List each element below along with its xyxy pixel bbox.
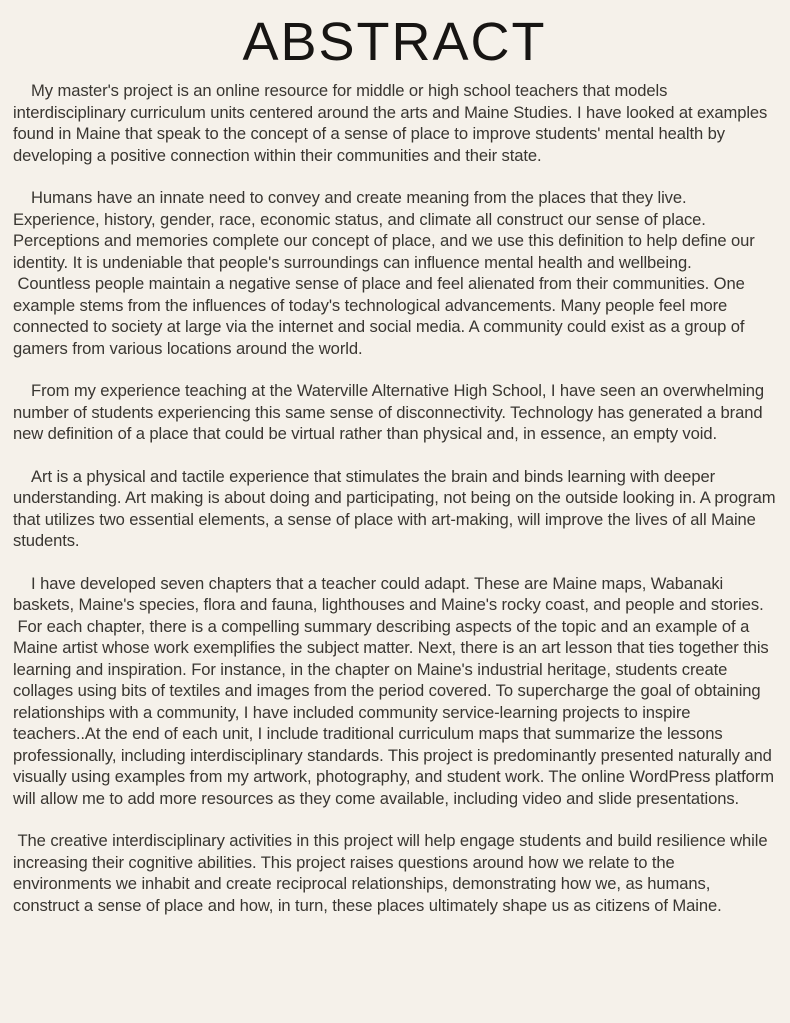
paragraph-art-experience: Art is a physical and tactile experience that stimulates the brain and binds learning with deeper understanding. Art making is about doing and participating, not being on the outside looking in. A program that utilizes two essential elements, a sense of place with art-making, will improve the lives of all Maine students. <box>13 466 780 550</box>
paragraph-intro: My master's project is an online resource for middle or high school teachers that models interdisciplinary curriculum units centered around the arts and Maine Studies. I have looked at examples found in Maine that speak to the concept of a sense of place to improve students' mental health by developing a positive connection within their communities and their state. <box>13 81 772 165</box>
paragraph-teaching-experience: From my experience teaching at the Waterville Alternative High School, I have seen an overwhelming number of students experiencing this same sense of disconnectivity. Technology has generated a brand new definition of a place that could be virtual rather than physical and, in essence, an empty void. <box>13 381 769 443</box>
page-title: ABSTRACT <box>242 12 547 72</box>
paragraph-seven-chapters: I have developed seven chapters that a teacher could adapt. These are Maine maps, Wabanaki baskets, Maine's species, flora and fauna, lighthouses and Maine's rocky coast, and people and stories. <box>13 573 764 614</box>
paragraph-countless-people: Countless people maintain a negative sense of place and feel alienated from their communities. One example stems from the influences of today's technological advancements. Many people feel more connected to society at large via the internet and social media. A community could exist as a group of gamers from various locations around the world. <box>13 274 750 358</box>
paragraph-conclusion: The creative interdisciplinary activities in this project will help engage students and build resilience while increasing their cognitive abilities. This project raises questions around how we relate to the environments we inhabit and create reciprocal relationships, demonstrating how we, as humans, construct a sense of place and how, in turn, these places ultimately shape us as citizens of Maine. <box>13 831 772 915</box>
paragraph-chapter-details: For each chapter, there is a compelling summary describing aspects of the topic and an example of a Maine artist whose work exemplifies the subject matter. Next, there is an art lesson that ties together this learning and inspiration. For instance, in the chapter on Maine's industrial heritage, students create collages using bits of textiles and images from the period covered. To supercharge the goal of obtaining relationships with a community, I have included community service-learning projects to inspire teachers..At the end of each unit, I include traditional curriculum maps that summarize the lessons professionally, including interdisciplinary standards. This project is predominantly presented naturally and visually using examples from my artwork, photography, and student work. The online WordPress platform will allow me to add more resources as they come available, including video and slide presentations. <box>13 616 779 808</box>
paragraph-sense-of-place: Humans have an innate need to convey and create meaning from the places that they live. Experience, history, gender, race, economic status, and climate all construct our sense of place. Perceptions and memories complete our concept of place, and we use this definition to help define our identity. It is undeniable that people's surroundings can influence mental health and wellbeing. <box>13 188 760 272</box>
